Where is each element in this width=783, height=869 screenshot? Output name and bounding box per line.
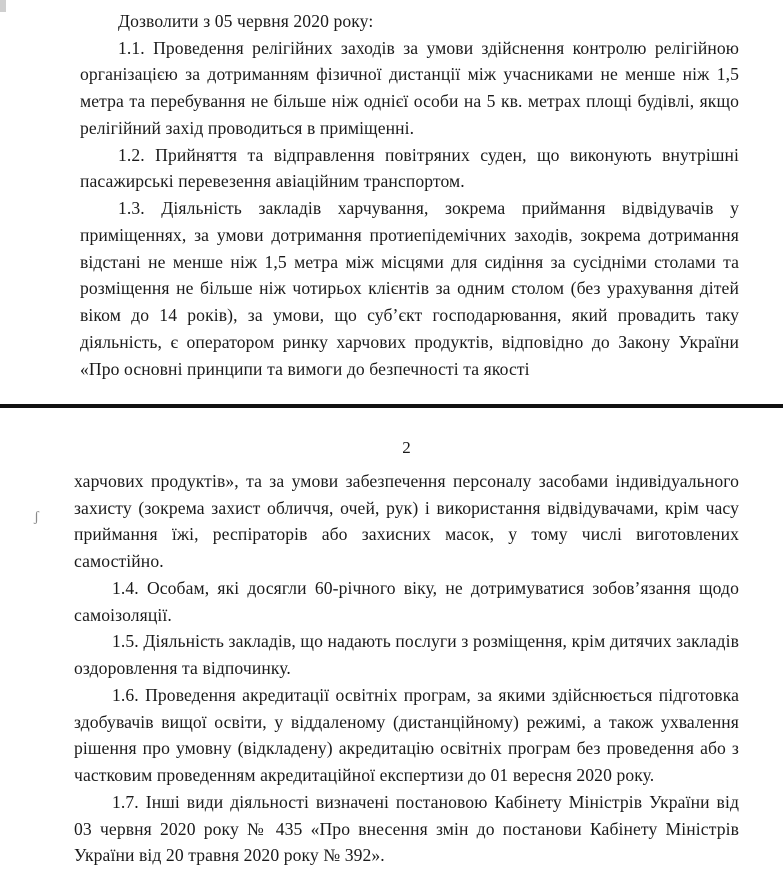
paragraph-1-5: 1.5. Діяльність закладів, що надають послуги з розміщення, крім дитячих закладів оздоровлення та відпочинку. (74, 631, 739, 679)
paragraph-1-1: 1.1. Проведення релігійних заходів за умови здійснення контролю релігійною організацією за дотриманням фізичної дистанції між учасниками не менше ніж 1,5 метра та перебування не більше ніж однієї особи на 5 кв. метрах площі будівлі, якщо релігійний захід проводиться в приміщенні. (80, 37, 739, 138)
scanned-page-lower (0, 422, 783, 866)
scan-divider-line (0, 404, 783, 408)
scanned-page-upper (0, 0, 783, 398)
page-number: 2 (402, 438, 411, 457)
paragraph-1-2: 1.2. Прийняття та відправлення повітряних суден, що виконують внутрішні пасажирські перевезення авіаційним транспортом. (80, 144, 739, 192)
paragraph-1-3-continued: харчових продуктів», та за умови забезпечення персоналу засобами індивідуального захисту (зокрема захист обличчя, очей, рук) і використання відвідувачами, крім часу приймання їжі, респіраторів або захисних масок, у тому числі виготовлених самостійно. (74, 471, 739, 572)
paragraph-1-7: 1.7. Інші види діяльності визначені постановою Кабінету Міністрів України від 03 червня 2020 року № 435 «Про внесення змін до постанови Кабінету Міністрів України від 20 травня 2020 року № 392». (74, 791, 739, 866)
paragraph-1-6: 1.6. Проведення акредитації освітніх програм, за якими здійснюється підготовка здобувачів вищої освіти, у віддаленому (дистанційному) режимі, а також ухвалення рішення про умовну (відкладену) акредитацію освітніх програм без проведення або з частковим проведенням акредитаційної експертизи до 01 вересня 2020 року. (74, 684, 739, 786)
margin-artifact-icon: ʃ (34, 509, 39, 525)
paragraph-intro: Дозволити з 05 червня 2020 року: (118, 11, 374, 31)
scan-separator-gap (0, 398, 783, 422)
scan-edge-artifact (0, 0, 6, 12)
paragraph-1-4: 1.4. Особам, які досягли 60-річного віку, не дотримуватися зобов’язання щодо самоізоляції. (74, 577, 739, 625)
paragraph-1-3: 1.3. Діяльність закладів харчування, зокрема приймання відвідувачів у приміщеннях, за умови дотримання протиепідемічних заходів, зокрема дотримання відстані не менше ніж 1,5 метра між місцями для сидіння за сусідніми столами та розміщення не більше ніж чотирьох клієнтів за одним столом (без урахування дітей віком до 14 років), за умови, що суб’єкт господарювання, який провадить таку діяльність, є оператором ринку харчових продуктів, відповідно до Закону України «Про основні принципи та вимоги до безпечності та якості (80, 198, 739, 379)
